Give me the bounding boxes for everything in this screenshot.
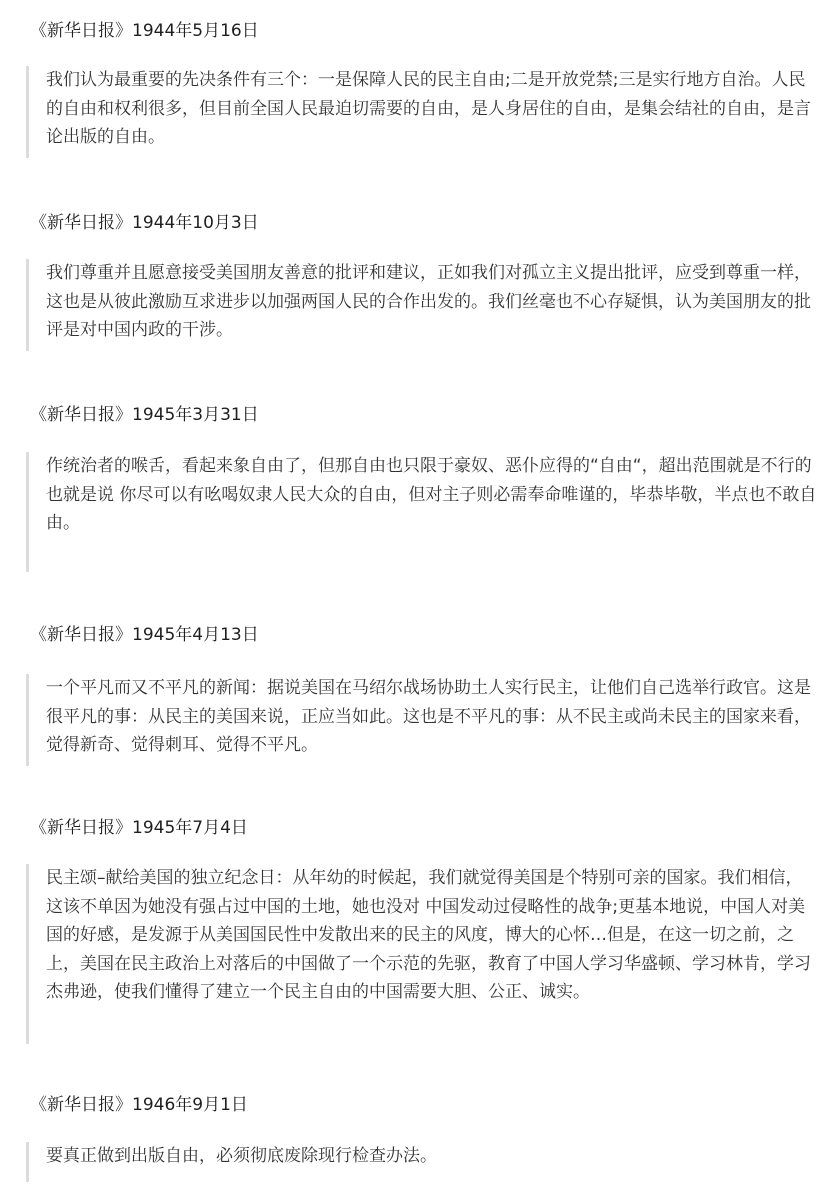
entry-quote: [26, 452, 819, 572]
quote-paragraph: 我们尊重并且愿意接受美国朋友善意的批评和建议，正如我们对孤立主义提出批评，应受到尊重一样，这也是从彼此激励互求进步以加强两国人民的合作出发的。我们丝毫也不心存疑惧，认为美国朋友的批评是对中国内政的干涉。: [46, 263, 811, 340]
quote-paragraph: 作统治者的喉舌，看起来象自由了，但那自由也只限于豪奴、恶仆应得的“自由“，超出范围就是不行的: [46, 456, 812, 476]
entry-quote: [26, 259, 819, 351]
entry-heading: 《新华日报》1945年3月31日: [30, 405, 259, 425]
entry-quote: [26, 66, 819, 158]
entry-quote: [26, 674, 819, 766]
quote-paragraph: 我们认为最重要的先决条件有三个：一是保障人民的民主自由;二是开放党禁;三是实行地方自治。人民的自由和权利很多，但目前全国人民最迫切需要的自由，是人身居住的自由，是集会结社的自由，是言论出版的自由。: [46, 70, 811, 147]
entry-heading: 《新华日报》1944年5月16日: [30, 21, 259, 41]
entry-quote: [26, 1142, 819, 1182]
entry-quote: [26, 864, 819, 1044]
quote-paragraph: 要真正做到出版自由，必须彻底废除现行检查办法。: [46, 1146, 437, 1166]
quote-paragraph: 也就是说 你尽可以有吆喝奴隶人民大众的自由，但对主子则必需奉命唯谨的，毕恭毕敬，半点也不敢自由。: [46, 484, 817, 533]
quote-paragraph: 一个平凡而又不平凡的新闻：据说美国在马绍尔战场协助土人实行民主，让他们自己选举行政官。这是很平凡的事：从民主的美国来说，正应当如此。这也是不平凡的事：从不民主或尚未民主的国家来看，觉得新奇、觉得刺耳、觉得不平凡。: [46, 678, 811, 755]
quote-paragraph: 民主颂–献给美国的独立纪念日：从年幼的时候起，我们就觉得美国是个特别可亲的国家。我们相信，这该不单因为她没有强占过中国的土地，她也没对 中国发动过侵略性的战争;更基本地说，中国人对美国的好感，是发源于从美国国民性中发散出来的民主的风度，博大的心怀…但是，在这一切之前，之上，美国在民主政治上对落后的中国做了一个示范的先驱，教育了中国人学习华盛顿、学习林肯，学习杰弗逊，使我们懂得了建立一个民主自由的中国需要大胆、公正、诚实。: [46, 868, 811, 1002]
entry-heading: 《新华日报》1946年9月1日: [30, 1095, 248, 1115]
entry-heading: 《新华日报》1945年7月4日: [30, 818, 248, 838]
entry-heading: 《新华日报》1944年10月3日: [30, 213, 259, 233]
entry-heading: 《新华日报》1945年4月13日: [30, 625, 259, 645]
